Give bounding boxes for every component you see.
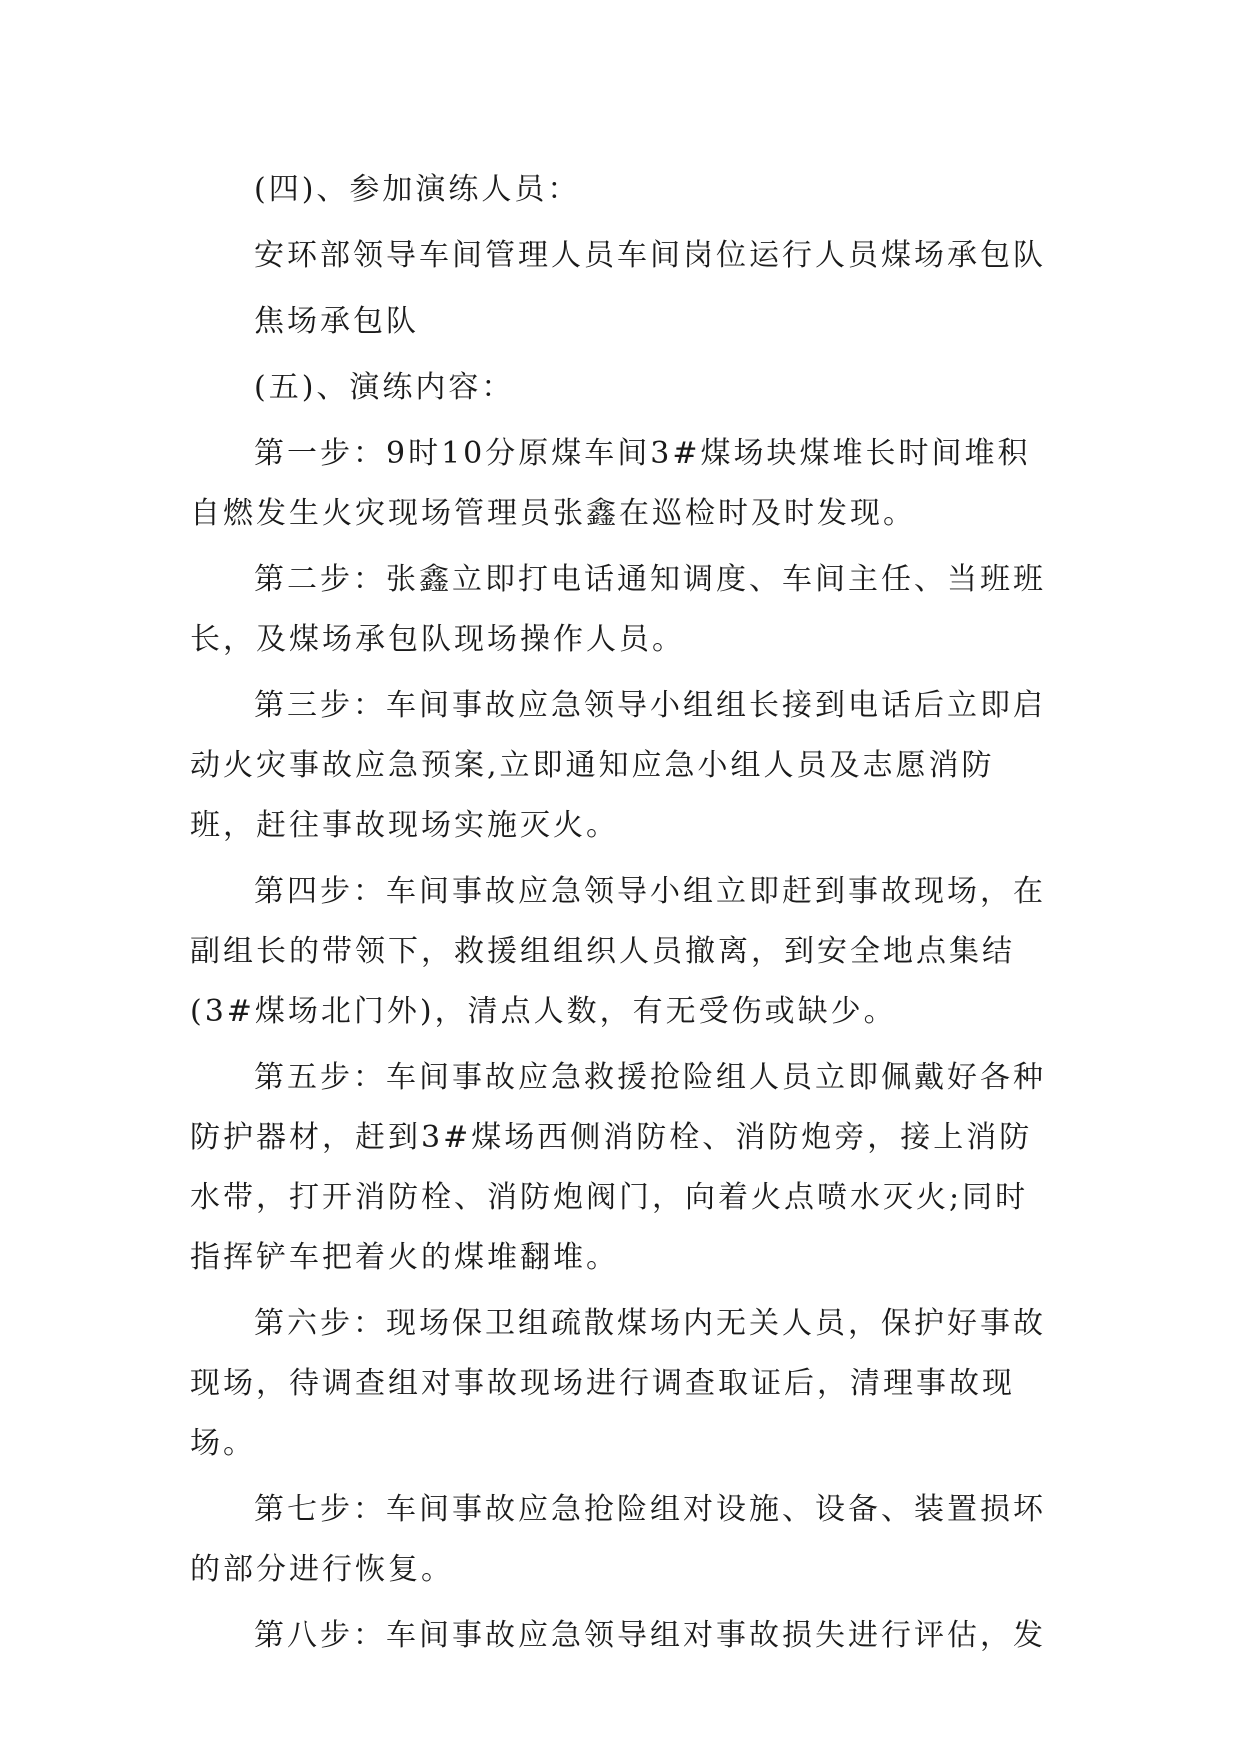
paragraph-participants-list: 安环部领导车间管理人员车间岗位运行人员煤场承包队 [254, 238, 1046, 273]
paragraph-step-6: 第六步：现场保卫组疏散煤场内无关人员，保护好事故现场，待调查组对事故现场进行调查取证后，清理事故现场。 [190, 1306, 1046, 1461]
paragraph-step-5: 第五步：车间事故应急救援抢险组人员立即佩戴好各种防护器材，赶到3#煤场西侧消防栓、消防炮旁，接上消防水带，打开消防栓、消防炮阀门，向着火点喷水灭火;同时指挥铲车把着火的煤堆翻堆。 [190, 1060, 1046, 1275]
paragraph-step-2: 第二步：张鑫立即打电话通知调度、车间主任、当班班长，及煤场承包队现场操作人员。 [190, 562, 1046, 657]
section-heading-drill-content: (五)、演练内容： [254, 370, 515, 405]
paragraph-step-7: 第七步：车间事故应急抢险组对设施、设备、装置损坏的部分进行恢复。 [190, 1492, 1046, 1587]
document-body [190, 160, 1050, 1666]
paragraph-step-3: 第三步：车间事故应急领导小组组长接到电话后立即启动火灾事故应急预案,立即通知应急小组人员及志愿消防班，赶往事故现场实施灭火。 [190, 688, 1046, 843]
paragraph-coke-team: 焦场承包队 [254, 304, 419, 339]
section-heading-participants: (四)、参加演练人员： [254, 172, 581, 207]
paragraph-step-4: 第四步：车间事故应急领导小组立即赶到事故现场，在副组长的带领下，救援组组织人员撤离，到安全地点集结(3#煤场北门外)，清点人数，有无受伤或缺少。 [190, 874, 1046, 1029]
paragraph-step-8: 第八步：车间事故应急领导组对事故损失进行评估，发 [254, 1618, 1046, 1653]
paragraph-step-1: 第一步：9时10分原煤车间3#煤场块煤堆长时间堆积自燃发生火灾现场管理员张鑫在巡检时及时发现。 [190, 436, 1031, 531]
